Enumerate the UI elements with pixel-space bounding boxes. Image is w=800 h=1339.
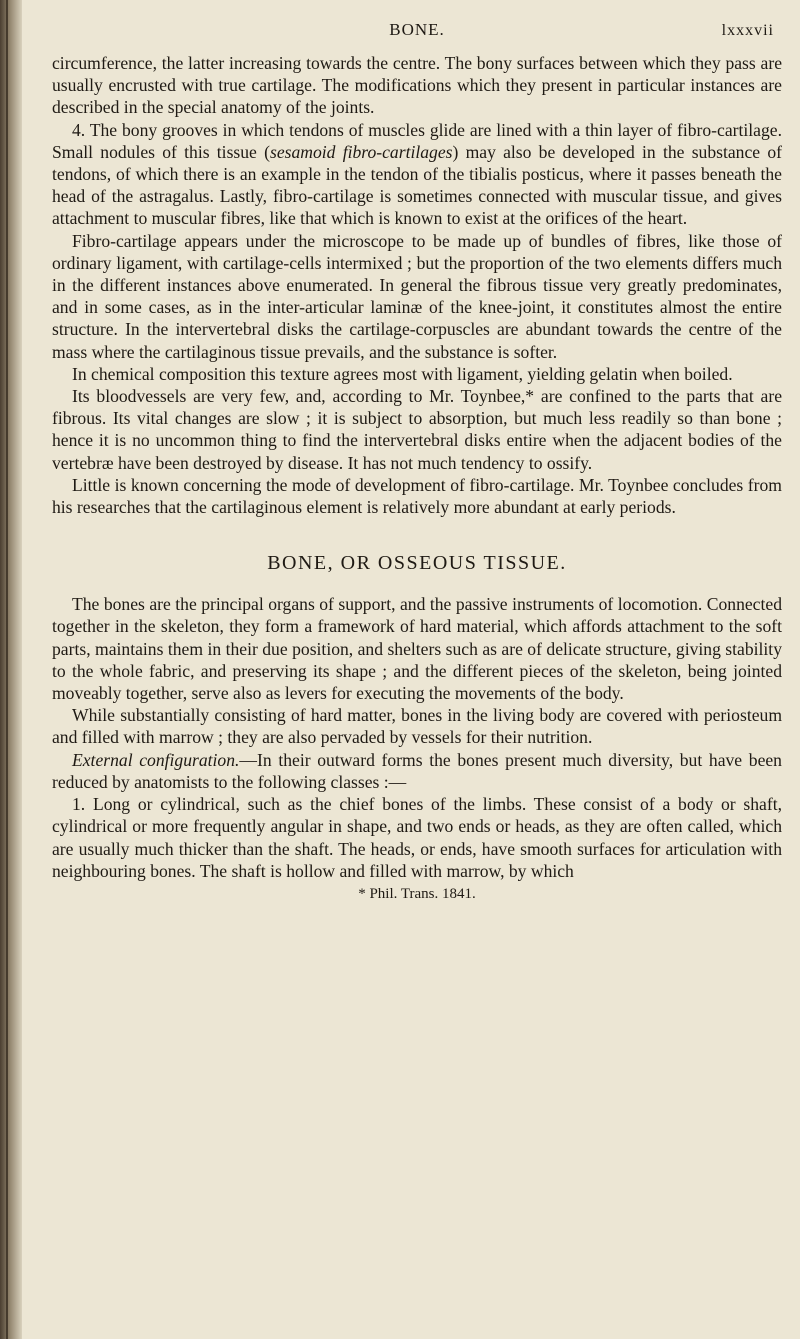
paragraph-development: Little is known concerning the mode of development of fibro-cartilage. Mr. Toynbee concludes from his researches that the cartilaginous element is relatively more abundant at early periods. [52,474,782,518]
book-spine-shadow [0,0,22,1339]
body-text-top [52,52,782,518]
paragraph-microscope: Fibro-cartilage appears under the microscope to be made up of bundles of fibres, like those of ordinary ligament, with cartilage-cells intermixed ; but the proportion of the two elements differs much in the different instances above enumerated. In general the fibrous tissue very greatly predominates, and in some cases, as in the inter-articular laminæ of the knee-joint, it constitutes almost the entire structure. In the intervertebral disks the cartilage-corpuscles are abundant towards the centre of the mass where the cartilaginous tissue prevails, and the substance is softer. [52,230,782,362]
paragraph-long-bones: 1. Long or cylindrical, such as the chief bones of the limbs. These consist of a body or shaft, cylindrical or more frequently angular in shape, and two ends or heads, as they are often called, which are usually much thicker than the shaft. The heads, or ends, have smooth surfaces for articulation with neighbouring bones. The shaft is hollow and filled with marrow, by which [52,794,782,881]
spine-edge-line [6,0,8,1339]
page-header [52,18,782,52]
page [52,18,782,903]
section-heading: BONE, OR OSSEOUS TISSUE. [267,552,567,575]
external-configuration-text: —In their outward forms the bones present much diversity, but have been reduced by anatomists to the following classes :— [52,749,782,792]
paragraph-bloodvessels: Its bloodvessels are very few, and, according to Mr. Toynbee,* are confined to the parts that are fibrous. Its vital changes are slow ; it is subject to absorption, but much less readily so than bone ; hence it is no uncommon thing to find the intervertebral disks entire when the adjacent bodies of the vertebræ have been destroyed by disease. It has not much tendency to ossify. [52,386,782,473]
footnote: * Phil. Trans. 1841. [358,885,476,902]
paragraph-bony-grooves: 4. The bony grooves in which tendons of muscles glide are lined with a thin layer of fibro-cartilage. Small nodules of this tissue (sesamoid fibro-cartilages) may also be developed in the substance of tendons, of which there is an example in the tendon of the tibialis posticus, where it passes beneath the head of the astragalus. Lastly, fibro-cartilage is sometimes connected with muscular tissue, and gives attachment to muscular fibres, like that which is known to exist at the orifices of the heart. [52,119,782,229]
paragraph-hard-matter: While substantially consisting of hard matter, bones in the living body are covered with periosteum and filled with marrow ; they are also pervaded by vessels for their nutrition. [52,705,782,748]
paragraph-external-configuration [52,749,782,793]
external-configuration-label: External configuration. [72,749,240,770]
page-number: lxxxvii [721,22,774,39]
paragraph-bones-support: The bones are the principal organs of support, and the passive instruments of locomotion. Connected together in the skeleton, they form a framework of hard material, which affords attachment to the soft parts, maintains them in their due position, and shelters such as are of delicate structure, giving stability to the whole fabric, and preserving its shape ; and the different pieces of the skeleton, being jointed moveably together, serve also as levers for executing the movements of the body. [52,594,782,704]
running-head: BONE. [389,20,445,39]
paragraph-chemical-composition: In chemical composition this texture agrees most with ligament, yielding gelatin when boiled. [72,363,733,384]
body-text-bottom [52,593,782,882]
paragraph-circumference: circumference, the latter increasing towards the centre. The bony surfaces between which they pass are usually encrusted with true cartilage. The modifications which they present in particular instances are described in the special anatomy of the joints. [52,53,782,118]
